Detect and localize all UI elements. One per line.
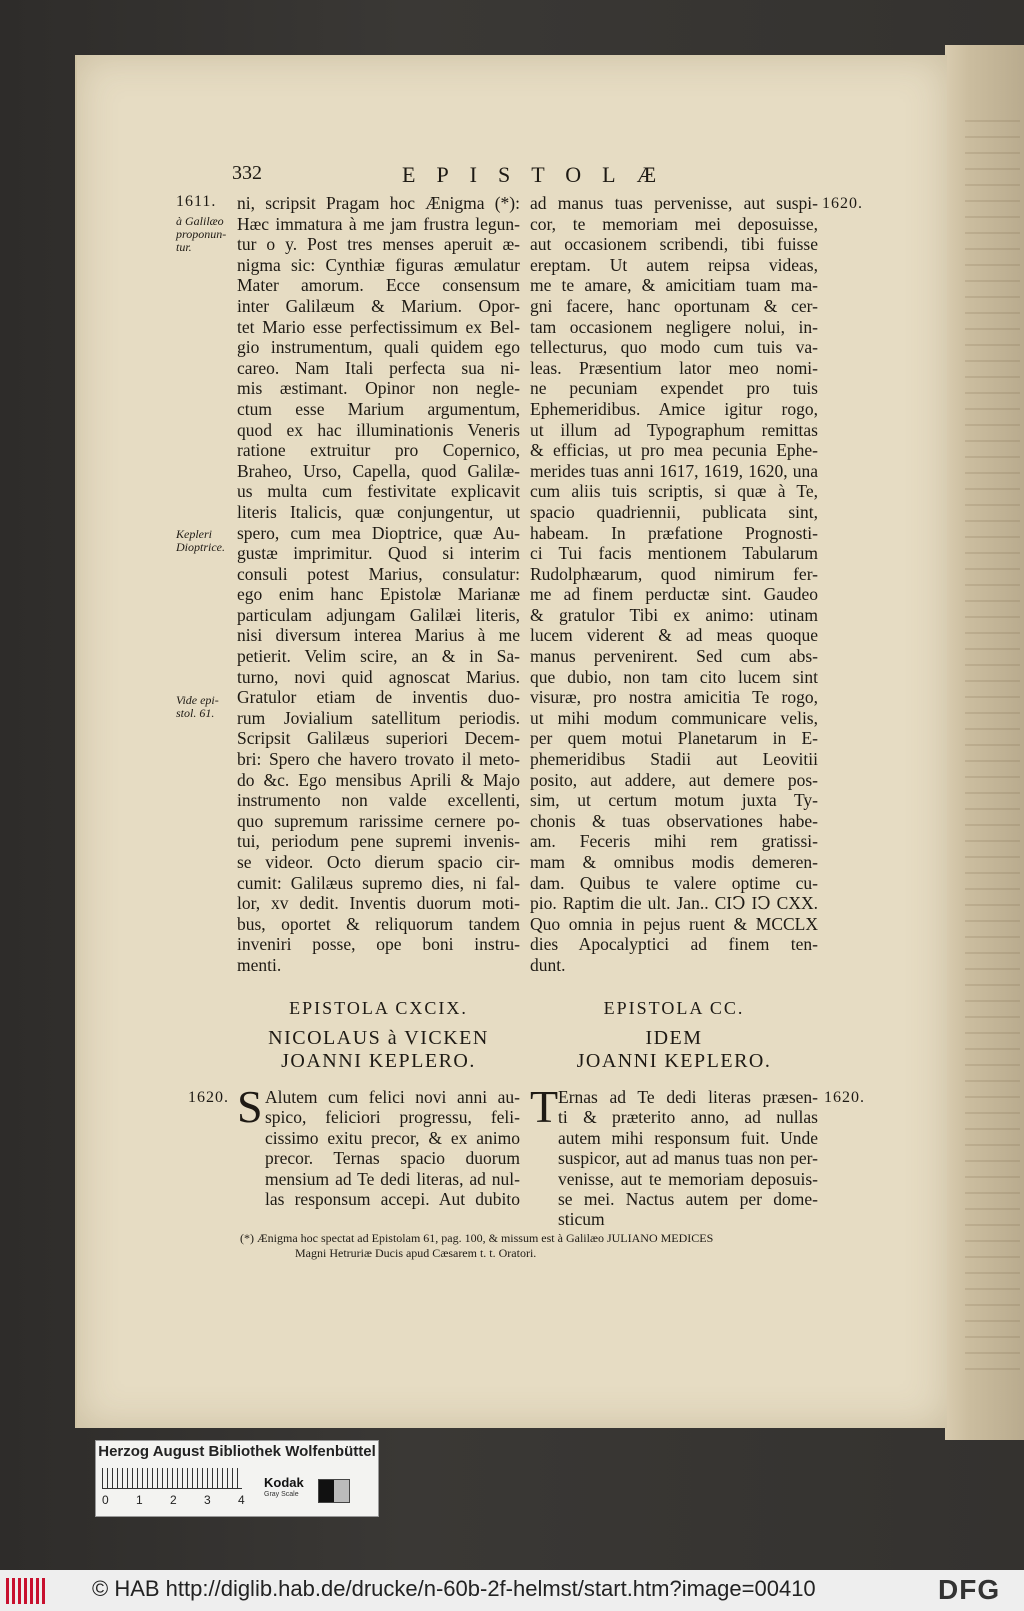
text-line: se mei. Nactus autem per dome- xyxy=(558,1189,818,1210)
running-head: EPISTOLÆ xyxy=(402,162,678,187)
text-line: Braheo, Urso, Capella, quod Galilæ- xyxy=(237,460,520,481)
text-line: tui, periodum pene supremi invenis- xyxy=(237,831,520,852)
text-line: sticum xyxy=(558,1209,605,1230)
text-line: bus, oportet & reliquorum tandem xyxy=(237,913,520,934)
text-line: spacio quadriennii, publicata sint, xyxy=(530,501,818,522)
text-line: posito, aut addere, aut demere pos- xyxy=(530,769,818,790)
text-line: ne pecuniam expendet pro tuis xyxy=(530,378,818,399)
text-line: leas. Præsentium lator meo nomi- xyxy=(530,357,818,378)
text-line: spico, feliciori progressu, feli- xyxy=(265,1107,520,1128)
text-line: spero, cum mea Dioptrice, quæ Au- xyxy=(237,522,520,543)
text-line: cum aliis tuis scriptis, si quæ à Te, xyxy=(530,481,818,502)
credit-bar xyxy=(0,1570,1024,1611)
text-line: consuli potest Marius, consulatur: xyxy=(237,563,520,584)
margin-year-right-mid: 1620. xyxy=(824,1089,865,1106)
text-line: quo supremum rarissime cernere po- xyxy=(237,810,520,831)
text-line: mensium ad Te dedi literas, ad nul- xyxy=(265,1168,520,1189)
margin-year-right-top: 1620. xyxy=(822,195,863,212)
text-line: tur o y. Post tres menses aperuit æ- xyxy=(237,234,520,255)
epistle-200-dropcap: T xyxy=(530,1081,559,1132)
epistle-199-heading: EPISTOLA CXCIX. xyxy=(289,998,468,1018)
text-line: mis æstimant. Opinor non negle- xyxy=(237,378,520,399)
text-line: manus pervenirent. Sed cum abs- xyxy=(530,646,818,667)
margin-note-line: proponun- xyxy=(176,227,227,241)
text-line: dunt. xyxy=(530,954,566,975)
text-line: ereptam. Ut autem reipsa videas, xyxy=(530,254,818,275)
text-line: autem mihi responsum fuit. Unde xyxy=(558,1127,818,1148)
text-line: gustæ imprimitur. Quod si interim xyxy=(237,543,520,564)
margin-note-line: tur. xyxy=(176,240,192,254)
library-name: Herzog August Bibliothek Wolfenbüttel xyxy=(98,1443,376,1460)
text-line: literis Italicis, quæ conjungentur, ut xyxy=(237,501,520,522)
text-line: & efficias, ut pro mea pecunia Ephe- xyxy=(530,440,818,461)
margin-note-galilaeo xyxy=(176,215,226,254)
left-text-column xyxy=(237,193,520,976)
text-line: gni facere, hanc oportunam & cer- xyxy=(530,295,818,316)
text-line: tam occasionem negligere nolui, in- xyxy=(530,316,818,337)
text-line: visuræ, pro nostra amicitia Te rogo, xyxy=(530,687,818,708)
margin-note-line: Vide epi- xyxy=(176,693,219,707)
text-line: ratione extruitur pro Copernico, xyxy=(237,440,520,461)
epistle-199-body xyxy=(265,1087,520,1209)
text-line: per quem motui Planetarum in E- xyxy=(530,728,818,749)
text-line: tellecturus, quo modo cum tuis va- xyxy=(530,337,818,358)
text-line: ego enim hanc Epistolæ Marianæ xyxy=(237,584,520,605)
scale-numbers: 0 1 2 3 4 xyxy=(102,1493,245,1507)
epistle-200-heading: EPISTOLA CC. xyxy=(603,998,745,1018)
text-line: cumit: Galilæus supremo dies, ni fal- xyxy=(237,872,520,893)
text-line: pio. Raptim die ult. Jan.. CIↃ IↃ CXX. xyxy=(530,893,818,914)
text-line: inveniri posse, ope boni instru- xyxy=(237,934,520,955)
text-line: gio instrumentum, quali quidem ego xyxy=(237,337,520,358)
text-line: cissimo exitu precor, & ex animo xyxy=(265,1127,520,1148)
text-line: habeam. In præfatione Prognosti- xyxy=(530,522,818,543)
text-line: ti & præterito anno, ad nullas xyxy=(558,1107,818,1128)
epistle-200-author: IDEM xyxy=(645,1027,703,1049)
margin-year-left-mid: 1620. xyxy=(188,1089,229,1106)
text-line: Scripsit Galilæus superiori Decem- xyxy=(237,728,520,749)
text-line: me te amare, & amicitiam tuam ma- xyxy=(530,275,818,296)
epistle-200-recipient: JOANNI KEPLERO. xyxy=(576,1050,772,1072)
text-line: dam. Quibus te valere optime cu- xyxy=(530,872,818,893)
footnote-line-2: Magni Hetruriæ Ducis apud Cæsarem t. t. Oratori. xyxy=(295,1246,537,1260)
text-line: chonis & tuas observationes habe- xyxy=(530,810,818,831)
epistle-199-author: NICOLAUS à VICKEN xyxy=(268,1027,489,1049)
text-line: am. Feceris mihi rem gratissi- xyxy=(530,831,818,852)
dfg-logo: DFG xyxy=(938,1574,1001,1605)
text-line: venisse, aut te memoriam deposuis- xyxy=(558,1168,818,1189)
text-line: suspicor, aut ad manus tuas non per- xyxy=(558,1148,818,1169)
text-line: careo. Nam Itali perfecta sua ni- xyxy=(237,357,520,378)
margin-note-dioptrice xyxy=(176,528,225,554)
text-line: do &c. Ego mensibus Aprili & Majo xyxy=(237,769,520,790)
margin-note-line: Kepleri xyxy=(176,527,212,541)
margin-note-line: Dioptrice. xyxy=(176,540,225,554)
epistle-200-body xyxy=(558,1087,818,1230)
margin-note-epistol xyxy=(176,694,219,720)
text-line: lor, xv dedit. Inventis duorum moti- xyxy=(237,893,520,914)
text-line: Ernas ad Te dedi literas præsen- xyxy=(558,1087,818,1107)
footnote-line-1: (*) Ænigma hoc spectat ad Epistolam 61, pag. 100, & missum est à Galilæo JULIANO MEDICES xyxy=(240,1231,714,1245)
text-line: Mater amorum. Ecce consensum xyxy=(237,275,520,296)
text-line: inter Galilæum & Marium. Opor- xyxy=(237,295,520,316)
epistle-199-dropcap: S xyxy=(237,1081,263,1132)
text-line: precor. Ternas spacio duorum xyxy=(265,1148,520,1169)
text-line: tet Mario esse perfectissimum ex Bel- xyxy=(237,316,520,337)
text-line: ut illum ad Typographum remittas xyxy=(530,419,818,440)
text-line: nisi diversum interea Marius à me xyxy=(237,625,520,646)
text-line: me ad finem perductæ sint. Gaudeo xyxy=(530,584,818,605)
hab-logo-icon xyxy=(6,1578,48,1604)
text-line: se videor. Octo dierum spacio cir- xyxy=(237,852,520,872)
text-line: Gratulor etiam de inventis duo- xyxy=(237,687,520,708)
text-line: sim, ut certum motum juxta Ty- xyxy=(530,790,818,811)
text-line: Alutem cum felici novi anni au- xyxy=(265,1087,520,1107)
text-line: ut mihi modum communicare velis, xyxy=(530,707,818,728)
text-line: lucem viderent & ad meas quoque xyxy=(530,625,818,646)
text-line: Hæc immatura à me jam frustra legun- xyxy=(237,213,520,234)
text-line: nigma sic: Cynthiæ figuras æmulatur xyxy=(237,254,520,275)
text-line: phemeridibus Stadii aut Leovitii xyxy=(530,749,818,770)
text-line: cor, te memoriam mei deposuisse, xyxy=(530,213,818,234)
text-line: Ephemeridibus. Amice igitur rogo, xyxy=(530,398,818,419)
color-target-card xyxy=(95,1440,379,1517)
margin-year-1611: 1611. xyxy=(176,193,217,210)
text-line: aut occasionem scribendi, tibi fuisse xyxy=(530,234,818,255)
gray-scale-label: Gray Scale xyxy=(264,1491,299,1498)
text-line: menti. xyxy=(237,954,282,975)
text-line: ad manus tuas pervenisse, aut suspi- xyxy=(530,193,818,213)
text-line: merides tuas anni 1617, 1619, 1620, una xyxy=(530,460,818,481)
text-line: turno, novi quid agnoscat Marius. xyxy=(237,666,520,687)
margin-note-line: stol. 61. xyxy=(176,706,215,720)
text-line: bri: Spero che havero trovato il meto- xyxy=(237,749,520,770)
gray-patch xyxy=(318,1479,350,1503)
text-line: quod ex hac illuminationis Veneris xyxy=(237,419,520,440)
source-url-link[interactable]: © HAB http://diglib.hab.de/drucke/n-60b-2f-helmst/start.htm?image=00410 xyxy=(92,1576,816,1601)
text-line: us multa cum festivitate explicavit xyxy=(237,481,520,502)
right-text-column xyxy=(530,193,818,976)
epistle-199-recipient: JOANNI KEPLERO. xyxy=(281,1050,476,1072)
text-line: petierit. Velim scire, an & in Sa- xyxy=(237,646,520,667)
text-line: ctum esse Marium argumentum, xyxy=(237,398,520,419)
scale-ruler xyxy=(102,1468,242,1489)
text-line: las responsum accepi. Aut dubito xyxy=(265,1189,520,1210)
text-line: que dubio, non tam cito lucem sint xyxy=(530,666,818,687)
kodak-logo: Kodak xyxy=(264,1475,304,1490)
text-line: instrumento non valde excellenti, xyxy=(237,790,520,811)
text-line: ni, scripsit Pragam hoc Ænigma (*): xyxy=(237,193,520,213)
page-number: 332 xyxy=(232,162,262,184)
text-line: mam & omnibus modis demeren- xyxy=(530,852,818,872)
page-edge-lines xyxy=(965,120,1020,1370)
footnote xyxy=(240,1231,713,1261)
text-line: Rudolphæarum, quod nimirum fer- xyxy=(530,563,818,584)
text-line: dies Apocalyptici ad finem ten- xyxy=(530,934,818,955)
text-line: & gratulor Tibi ex animo: utinam xyxy=(530,604,818,625)
text-line: particulam adjungam Galilæi literis, xyxy=(237,604,520,625)
text-line: Quo omnia in pejus ruent & MCCLX xyxy=(530,913,818,934)
text-line: ci Tui facis mentionem Tabularum xyxy=(530,543,818,564)
text-line: rum Jovialium satellitum periodis. xyxy=(237,707,520,728)
margin-note-line: à Galilæo xyxy=(176,214,224,228)
